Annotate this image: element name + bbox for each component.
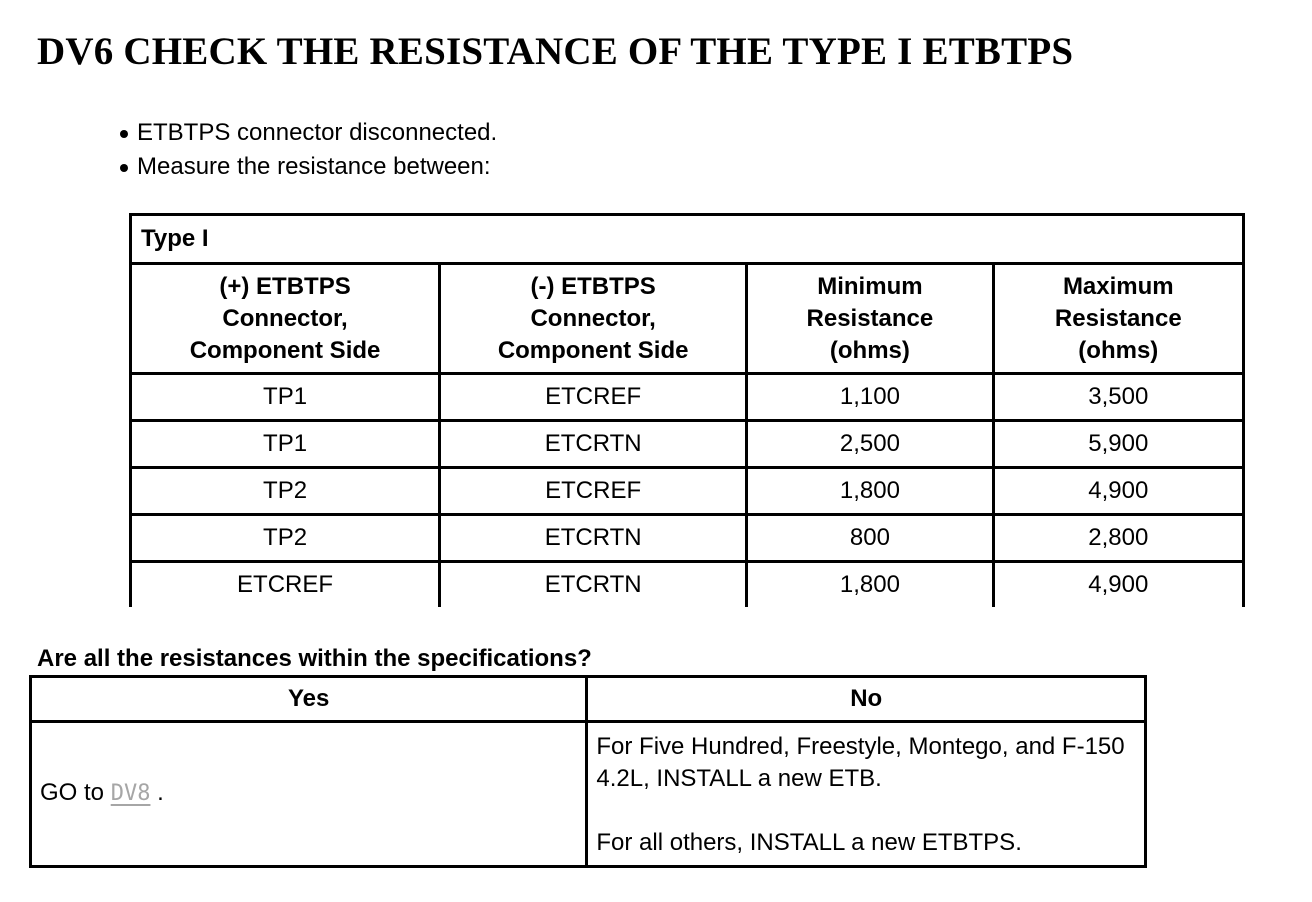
no-action-text-etbtps: For all others, INSTALL a new ETBTPS. <box>596 829 1022 856</box>
column-header-text: Minimum Resistance (ohms) <box>806 272 934 364</box>
column-header-text: (+) ETBTPS Connector, Component Side <box>189 272 381 364</box>
yes-action-cell <box>31 722 587 867</box>
minimum-resistance-cell: 1,800 <box>747 562 993 608</box>
column-header-positive-connector <box>131 264 440 374</box>
yes-header: Yes <box>31 677 587 722</box>
column-header-maximum-resistance <box>993 264 1243 374</box>
column-header-minimum-resistance <box>747 264 993 374</box>
yes-action-text <box>40 723 585 807</box>
negative-pin-cell: ETCRTN <box>440 421 747 468</box>
positive-pin-cell: TP2 <box>131 515 440 562</box>
table-row <box>131 515 1244 562</box>
minimum-resistance-cell: 800 <box>747 515 993 562</box>
instruction-list <box>118 116 497 184</box>
table-row <box>131 374 1244 421</box>
positive-pin-cell: TP1 <box>131 374 440 421</box>
instruction-item: ETBTPS connector disconnected. <box>118 116 497 150</box>
resistance-spec-table <box>129 213 1245 607</box>
page-title: DV6 CHECK THE RESISTANCE OF THE TYPE I ETBTPS <box>37 30 1074 73</box>
type-label: Type I <box>131 215 1244 264</box>
negative-pin-cell: ETCRTN <box>440 562 747 608</box>
maximum-resistance-cell: 3,500 <box>993 374 1243 421</box>
maximum-resistance-cell: 2,800 <box>993 515 1243 562</box>
maximum-resistance-cell: 4,900 <box>993 468 1243 515</box>
table-row <box>131 562 1244 608</box>
negative-pin-cell: ETCRTN <box>440 515 747 562</box>
minimum-resistance-cell: 2,500 <box>747 421 993 468</box>
maximum-resistance-cell: 4,900 <box>993 562 1243 608</box>
positive-pin-cell: TP2 <box>131 468 440 515</box>
dv8-link[interactable]: DV8 <box>110 781 151 806</box>
no-action-cell <box>587 722 1146 867</box>
column-header-negative-connector <box>440 264 747 374</box>
specification-question: Are all the resistances within the specifications? <box>37 645 592 672</box>
table-row <box>131 468 1244 515</box>
no-action-text-etb: For Five Hundred, Freestyle, Montego, and F-150 4.2L, INSTALL a new ETB. <box>596 733 1125 792</box>
column-header-text: (-) ETBTPS Connector, Component Side <box>497 272 689 364</box>
negative-pin-cell: ETCREF <box>440 468 747 515</box>
positive-pin-cell: ETCREF <box>131 562 440 608</box>
table-row <box>131 421 1244 468</box>
no-header: No <box>587 677 1146 722</box>
negative-pin-cell: ETCREF <box>440 374 747 421</box>
yes-action-period: . <box>157 779 164 806</box>
maximum-resistance-cell: 5,900 <box>993 421 1243 468</box>
result-table <box>29 675 1147 868</box>
minimum-resistance-cell: 1,100 <box>747 374 993 421</box>
go-to-label: GO to <box>40 779 105 806</box>
instruction-item: Measure the resistance between: <box>118 150 497 184</box>
positive-pin-cell: TP1 <box>131 421 440 468</box>
minimum-resistance-cell: 1,800 <box>747 468 993 515</box>
column-header-text: Maximum Resistance (ohms) <box>1054 272 1182 364</box>
